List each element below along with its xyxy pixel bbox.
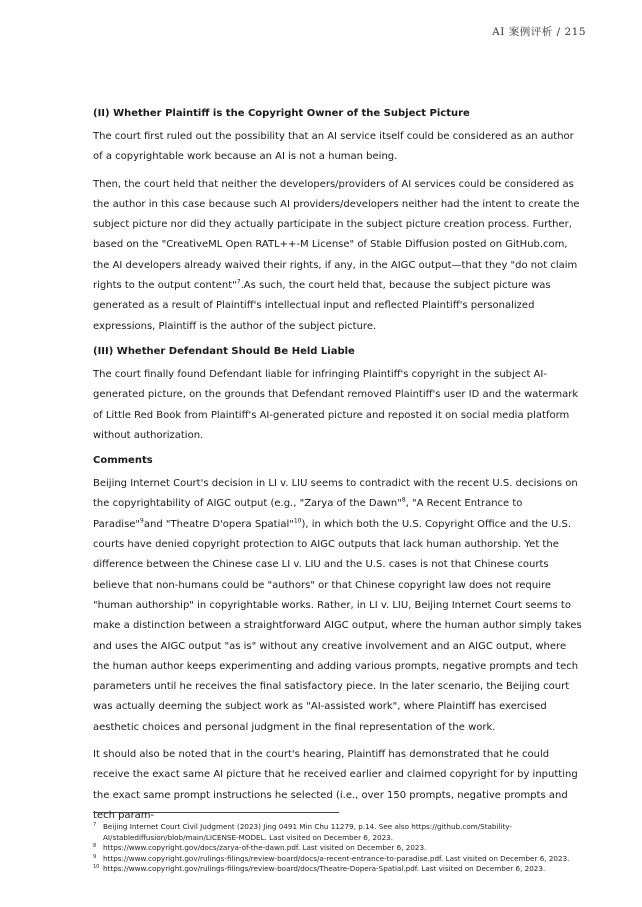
running-header: AI 案例评析 / 215: [492, 26, 586, 38]
footnote-text: Beijing Internet Court Civil Judgment (2023) Jing 0491 Min Chu 11279, p.14. See also https://github.com/Stability-AI/stablediffusion/blob/main/LICENSE-MODEL. Last visited on December 6, 2023.: [103, 822, 513, 842]
footnote-item: [93, 854, 593, 865]
footnote-item: [93, 864, 593, 875]
footnote-item: [93, 822, 593, 843]
footnote-ref[interactable]: 8: [401, 497, 406, 505]
footnote-ref[interactable]: 7: [236, 278, 241, 286]
paragraph-text: It should also be noted that in the court's hearing, Plaintiff has demonstrated that he could receive the exact same AI picture that he received earlier and claimed copyright for by inputting the exact same prompt instructions he selected (i.e., over 150 prompts, negative prompts and tech param-: [93, 749, 578, 821]
footnotes: [93, 822, 593, 875]
section-heading-comments: Comments: [93, 455, 153, 467]
footnote-divider: [93, 812, 339, 813]
section-heading-defendant-liability: (III) Whether Defendant Should Be Held Liable: [93, 345, 355, 357]
paragraph-text: The court first ruled out the possibility that an AI service itself could be considered as an author of a copyrightable work because an AI is not a human being.: [93, 131, 574, 163]
main-content: [93, 106, 583, 833]
paragraph: [93, 474, 583, 738]
text-run: Then, the court held that neither the developers/providers of AI services could be considered as the author in this case because such AI providers/developers neither had the intent to create the subject picture nor did they actually participate in the subject picture creation process. Further, based on the "CreativeML Open RATL++-M License" of Stable Diffusion posted on GitHub.com, the AI developers already waived their rights, if any, in the AIGC output—that they "do not claim rights to the output content": [93, 178, 580, 292]
paragraph-text: The court finally found Defendant liable for infringing Plaintiff's copyright in the subject AI-generated picture, on the grounds that Defendant removed Plaintiff's user ID and the watermark of Little Red Book from Plaintiff's AI-generated picture and reposted it on social media platform without authorization.: [93, 368, 579, 441]
paragraph: [93, 365, 583, 446]
footnote-number: 8: [93, 843, 97, 850]
text-run: , "A Recent Entrance to Paradise": [93, 498, 523, 530]
footnote-number: 7: [93, 822, 97, 828]
footnote-text: https://www.copyright.gov/docs/zarya-of-the-dawn.pdf. Last visited on December 6, 2023.: [103, 843, 427, 853]
footnote-ref[interactable]: 9: [140, 517, 144, 525]
footnote-number: 9: [93, 853, 97, 860]
footnote-text: https://www.copyright.gov/rulings-filings/review-board/docs/Theatre-Dopera-Spatial.pdf. Last visited on December 6, 2023.: [103, 864, 546, 874]
paragraph: [93, 127, 583, 168]
text-run: .As such, the court held that, because the subject picture was generated as a result of Plaintiff's intellectual input and reflected Plaintiff's personalized expressions, Plaintiff is the author of the subject picture.: [93, 280, 551, 332]
footnote-number: 10: [93, 864, 100, 871]
text-run: Beijing Internet Court's decision in LI v. LIU seems to contradict with the recent U.S. decisions on the copyrightability of AIGC output (e.g., "Zarya of the Dawn": [93, 478, 578, 510]
paragraph: [93, 745, 583, 826]
text-run: and "Theatre D'opera Spatial": [143, 518, 294, 530]
paragraph-text: [93, 474, 583, 738]
footnote-ref[interactable]: 10: [293, 517, 302, 525]
footnote-item: [93, 843, 593, 854]
footnote-text: https://www.copyright.gov/rulings-filings/review-board/docs/a-recent-entrance-to-paradise.pdf. Last visited on December 6, 2023.: [103, 853, 570, 863]
section-heading-copyright-owner: (II) Whether Plaintiff is the Copyright Owner of the Subject Picture: [93, 108, 470, 119]
paragraph-text: [93, 175, 583, 337]
text-run: ), in which both the U.S. Copyright Office and the U.S. courts have denied copyright protection to AIGC outputs that lack human authorship. Yet the difference between the Chinese case LI v. LIU and the U.S. cases is not that Chinese courts believe that non-humans could be "authors" or that Chinese copyright law does not require "human authorship" in copyrightable works. Rather, in LI v. LIU, Beijing Internet Court seems to make a distinction between a straightforward AIGC output, where the human author simply takes and uses the AIGC output "as is" without any creative involvement and an AIGC output, where the human author keeps experimenting and adding various prompts, negative prompts and tech parameters until he receives the final satisfactory piece. In the later scenario, the Beijing court was actually deeming the subject work as "AI-assisted work", where Plaintiff has exercised aesthetic choices and personal judgment in the final representation of the work.: [93, 518, 582, 733]
paragraph: [93, 175, 583, 337]
